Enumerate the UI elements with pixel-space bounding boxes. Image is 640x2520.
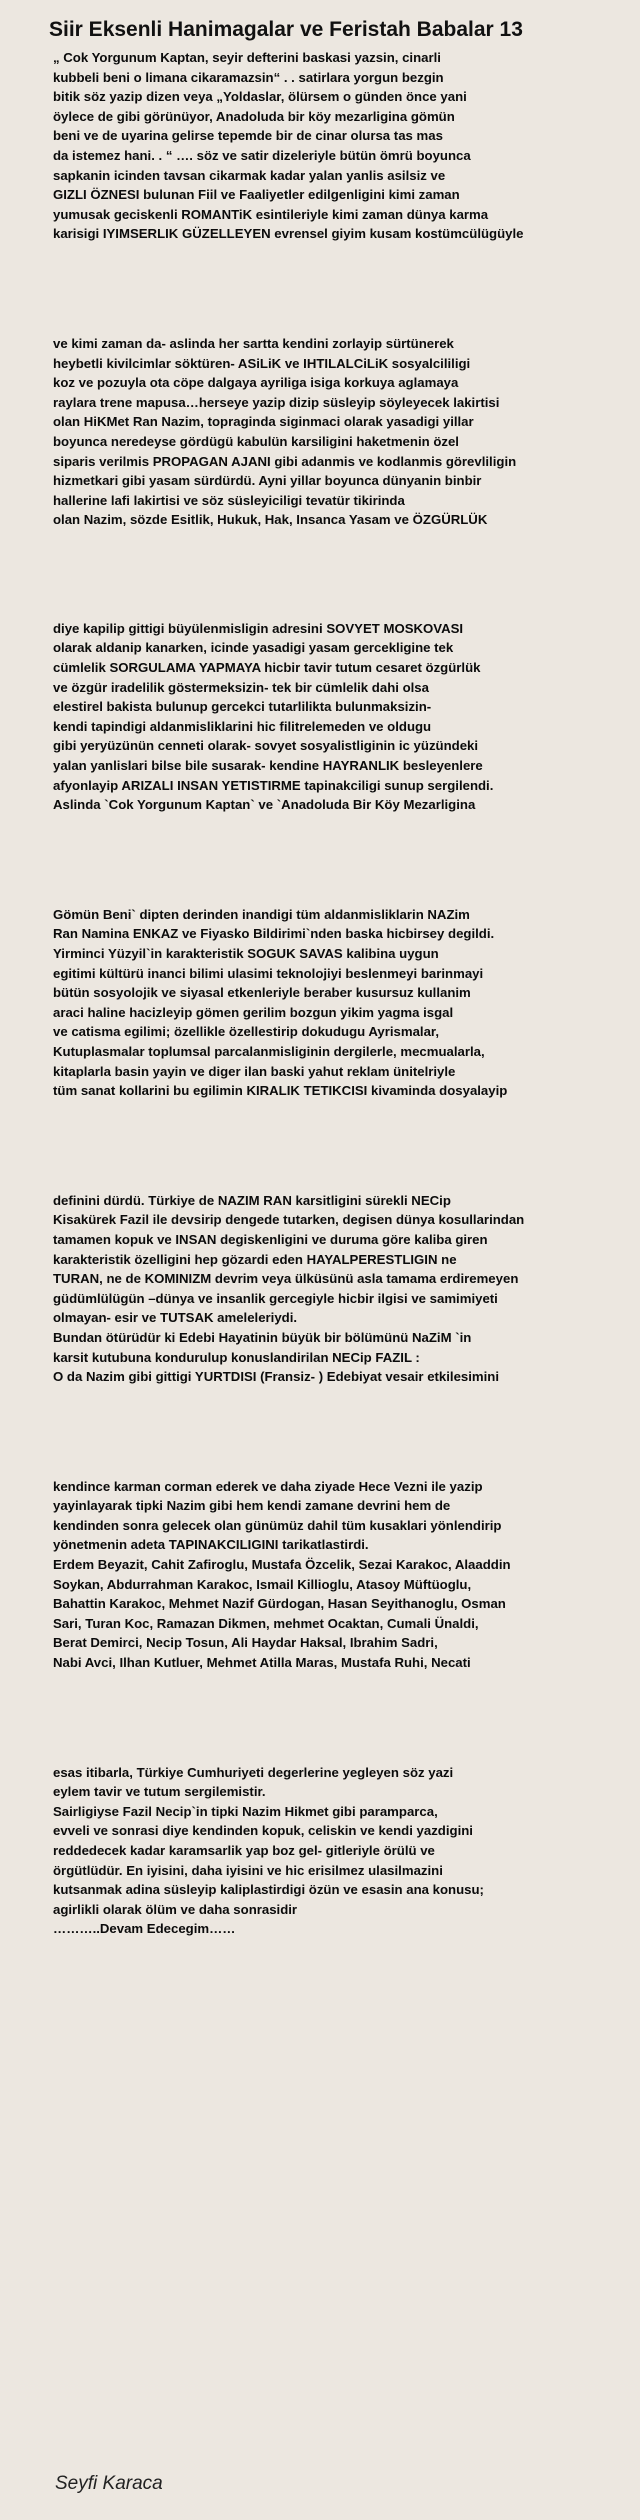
text-line: reddedecek kadar karamsarlik yap boz gel- gitleriyle örülü ve [53,1843,435,1858]
text-line: raylara trene mapusa…herseye yazip dizip süsleyip söyleyecek lakirtisi [53,394,500,410]
paragraph-block [53,905,634,1101]
text-line: tamamen kopuk ve INSAN degiskenligini ve duruma göre kaliba giren [53,1231,488,1247]
text-line: olan Nazim, sözde Esitlik, Hukuk, Hak, Insanca Yasam ve ÖZGÜRLÜK [53,512,488,528]
text-line: sapkanin icinden tavsan cikarmak kadar yalan yanlis asilsiz ve [53,167,446,183]
text-line: Kisakürek Fazil ile devsirip dengede tutarken, degisen dünya kosullarindan [53,1212,525,1228]
text-line: hallerine lafi lakirtisi ve söz süsleyiciligi tevatür tikirinda [53,492,405,508]
text-line: definini dürdü. Türkiye de NAZIM RAN karsitligini sürekli NECip [53,1192,451,1208]
text-line: yayinlayarak tipki Nazim gibi hem kendi zamane devrini hem de [53,1498,451,1514]
text-line: heybetli kivilcimlar söktüren- ASiLiK ve IHTILALCiLiK sosyalcililigi [53,355,471,371]
text-line: agirlikli olarak ölüm ve daha sonrasidir [53,1901,298,1917]
paragraph-block [53,1477,634,1673]
author-signature: Seyfi Karaca [55,2473,163,2494]
text-line: ………..Devam Edecegim…… [53,1921,236,1937]
text-line: Bundan ötürüdür ki Edebi Hayatinin büyük bir bölümünü NaZiM `in [53,1329,472,1345]
text-line: karsit kutubuna kondurulup konuslandirilan NECip FAZIL : [53,1349,420,1365]
text-line: evveli ve sonrasi diye kendinden kopuk, celiskin ve kendi yazdigini [53,1823,473,1839]
paragraph-block [53,619,634,815]
text-line: kendince karman corman ederek ve daha ziyade Hece Vezni ile yazip [53,1478,483,1494]
text-line: hizmetkari gibi yasam sürdürdü. Ayni yillar boyunca dünyanin binbir [53,473,482,489]
text-line: karakteristik özelligini hep gözardi eden HAYALPERESTLIGIN ne [53,1251,457,1267]
text-line: olarak aldanip kanarken, icinde yasadigi yasam gercekligine tek [53,640,454,656]
text-line: „ Cok Yorgunum Kaptan, seyir defterini baskasi yazsin, cinarli [53,50,441,65]
document-body [53,48,634,1939]
text-line: Kutuplasmalar toplumsal parcalanmisliginin dergilerle, mecmualarla, [53,1043,485,1059]
text-line: güdümlülügün –dünya ve insanlik gercegiyle hicbir ilgisi ve samimiyeti [53,1290,498,1306]
text-line: koz ve pozuyla ota cöpe dalgaya ayriliga isiga korkuya aglamaya [53,375,459,391]
paragraph-block [53,334,634,530]
text-line: Berat Demirci, Necip Tosun, Ali Haydar Haksal, Ibrahim Sadri, [53,1635,438,1651]
text-line: kendinden sonra gelecek olan günümüz dahil tüm kusaklari yönlendirip [53,1517,502,1533]
text-line: O da Nazim gibi gittigi YURTDISI (Fransiz- ) Edebiyat vesair etkilesimini [53,1369,500,1385]
text-line: egitimi kültürü inanci bilimi ulasimi teknolojiyi beslenmeyi barinmayi [53,965,484,981]
text-line: GIZLI ÖZNESI bulunan Fiil ve Faaliyetler edilgenligini kimi zaman [53,187,460,203]
text-line: örgütlüdür. En iyisini, daha iyisini ve hic erisilmez ulasilmazini [53,1862,443,1878]
text-line: Sari, Turan Koc, Ramazan Dikmen, mehmet Ocaktan, Cumali Ünaldi, [53,1615,479,1631]
text-line: öylece de gibi görünüyor, Anadoluda bir köy mezarligina gömün [53,108,455,124]
text-line: kubbeli beni o limana cikaramazsin“ . . satirlara yorgun bezgin [53,69,444,85]
text-line: Soykan, Abdurrahman Karakoc, Ismail Killioglu, Atasoy Müftüoglu, [53,1576,472,1592]
text-line: bütün sosyolojik ve siyasal etkenleriyle beraber kusursuz kullanim [53,985,471,1001]
text-line: olan HiKMet Ran Nazim, topraginda siginmaci olarak yasadigi yillar [53,414,474,430]
text-line: ve catisma egilimi; özellikle özellestirip dokudugu Ayrismalar, [53,1024,439,1040]
text-line: Ran Namina ENKAZ ve Fiyasko Bildirimi`nden baska hicbirsey degildi. [53,926,495,942]
text-line: eylem tavir ve tutum sergilemistir. [53,1784,266,1800]
text-line: yönetmenin adeta TAPINAKCILIGINI tarikatlastirdi. [53,1537,369,1553]
text-line: yumusak geciskenli ROMANTiK esintileriyle kimi zaman dünya karma [53,206,489,222]
text-line: boyunca neredeyse gördügü kabulün karsiligini haketmenin özel [53,433,459,449]
text-line: karisigi IYIMSERLIK GÜZELLEYEN evrensel giyim kusam kostümcülügüyle [53,226,524,242]
text-line: Erdem Beyazit, Cahit Zafiroglu, Mustafa Özcelik, Sezai Karakoc, Alaaddin [53,1557,511,1573]
text-line: kendi tapindigi aldanmisliklarini hic filitrelemeden ve oldugu [53,718,432,734]
text-line: Nabi Avci, Ilhan Kutluer, Mehmet Atilla Maras, Mustafa Ruhi, Necati [53,1655,471,1671]
paragraph-block [53,48,634,244]
text-line: ve kimi zaman da- aslinda her sartta kendini zorlayip sürtünerek [53,335,454,351]
text-line: Gömün Beni` dipten derinden inandigi tüm aldanmisliklarin NAZim [53,906,470,922]
text-line: gibi yeryüzünün cenneti olarak- sovyet sosyalistliginin ic yüzündeki [53,738,479,754]
text-line: cümlelik SORGULAMA YAPMAYA hicbir tavir tutum cesaret özgürlük [53,660,481,676]
text-line: kitaplarla basin yayin ve diger ilan baski yahut reklam ünitelriyle [53,1063,456,1079]
text-line: Yirminci Yüzyil`in karakteristik SOGUK SAVAS kalibina uygun [53,946,439,961]
text-line: afyonlayip ARIZALI INSAN YETISTIRME tapinakciligi sunup sergilendi. [53,777,494,793]
paragraph-block [53,1191,634,1387]
text-line: Bahattin Karakoc, Mehmet Nazif Gürdogan, Hasan Seyithanoglu, Osman [53,1596,506,1612]
text-line: esas itibarla, Türkiye Cumhuriyeti degerlerine yegleyen söz yazi [53,1764,454,1780]
text-line: bitik söz yazip dizen veya „Yoldaslar, ölürsem o günden önce yani [53,89,467,105]
text-line: olmayan- esir ve TUTSAK ameleleriydi. [53,1310,298,1326]
text-line: araci haline hacizleyip gömen gerilim bozgun yikim yagma isgal [53,1004,454,1020]
text-line: Sairligiyse Fazil Necip`in tipki Nazim Hikmet gibi paramparca, [53,1803,438,1819]
text-line: da istemez hani. . “ …. söz ve satir dizeleriyle bütün ömrü boyunca [53,147,471,163]
text-line: diye kapilip gittigi büyülenmisligin adresini SOVYET MOSKOVASI [53,620,464,636]
paragraph-block [53,1763,634,1939]
text-line: yalan yanlislari bilse bile susarak- kendine HAYRANLIK besleyenlere [53,758,483,774]
text-line: TURAN, ne de KOMINIZM devrim veya ülküsünü asla tamama erdiremeyen [53,1271,519,1287]
text-line: kutsanmak adina süsleyip kaliplastirdigi özün ve esasin ana konusu; [53,1882,484,1898]
text-line: tüm sanat kollarini bu egilimin KIRALIK TETIKCISI kivaminda dosyalayip [53,1083,508,1099]
text-line: beni ve de uyarina gelirse tepemde bir de cinar olursa tas mas [53,128,443,144]
text-line: Aslinda `Cok Yorgunum Kaptan` ve `Anadoluda Bir Köy Mezarligina [53,797,476,813]
text-line: elestirel bakista bulunup gercekci tutarlilikta bulunmaksizin- [53,699,432,715]
document-title: Siir Eksenli Hanimagalar ve Feristah Babalar 13 [49,18,523,41]
text-line: siparis verilmis PROPAGAN AJANI gibi adanmis ve kodlanmis görevliligin [53,453,517,469]
text-line: ve özgür iradelilik göstermeksizin- tek bir cümlelik dahi olsa [53,679,429,695]
